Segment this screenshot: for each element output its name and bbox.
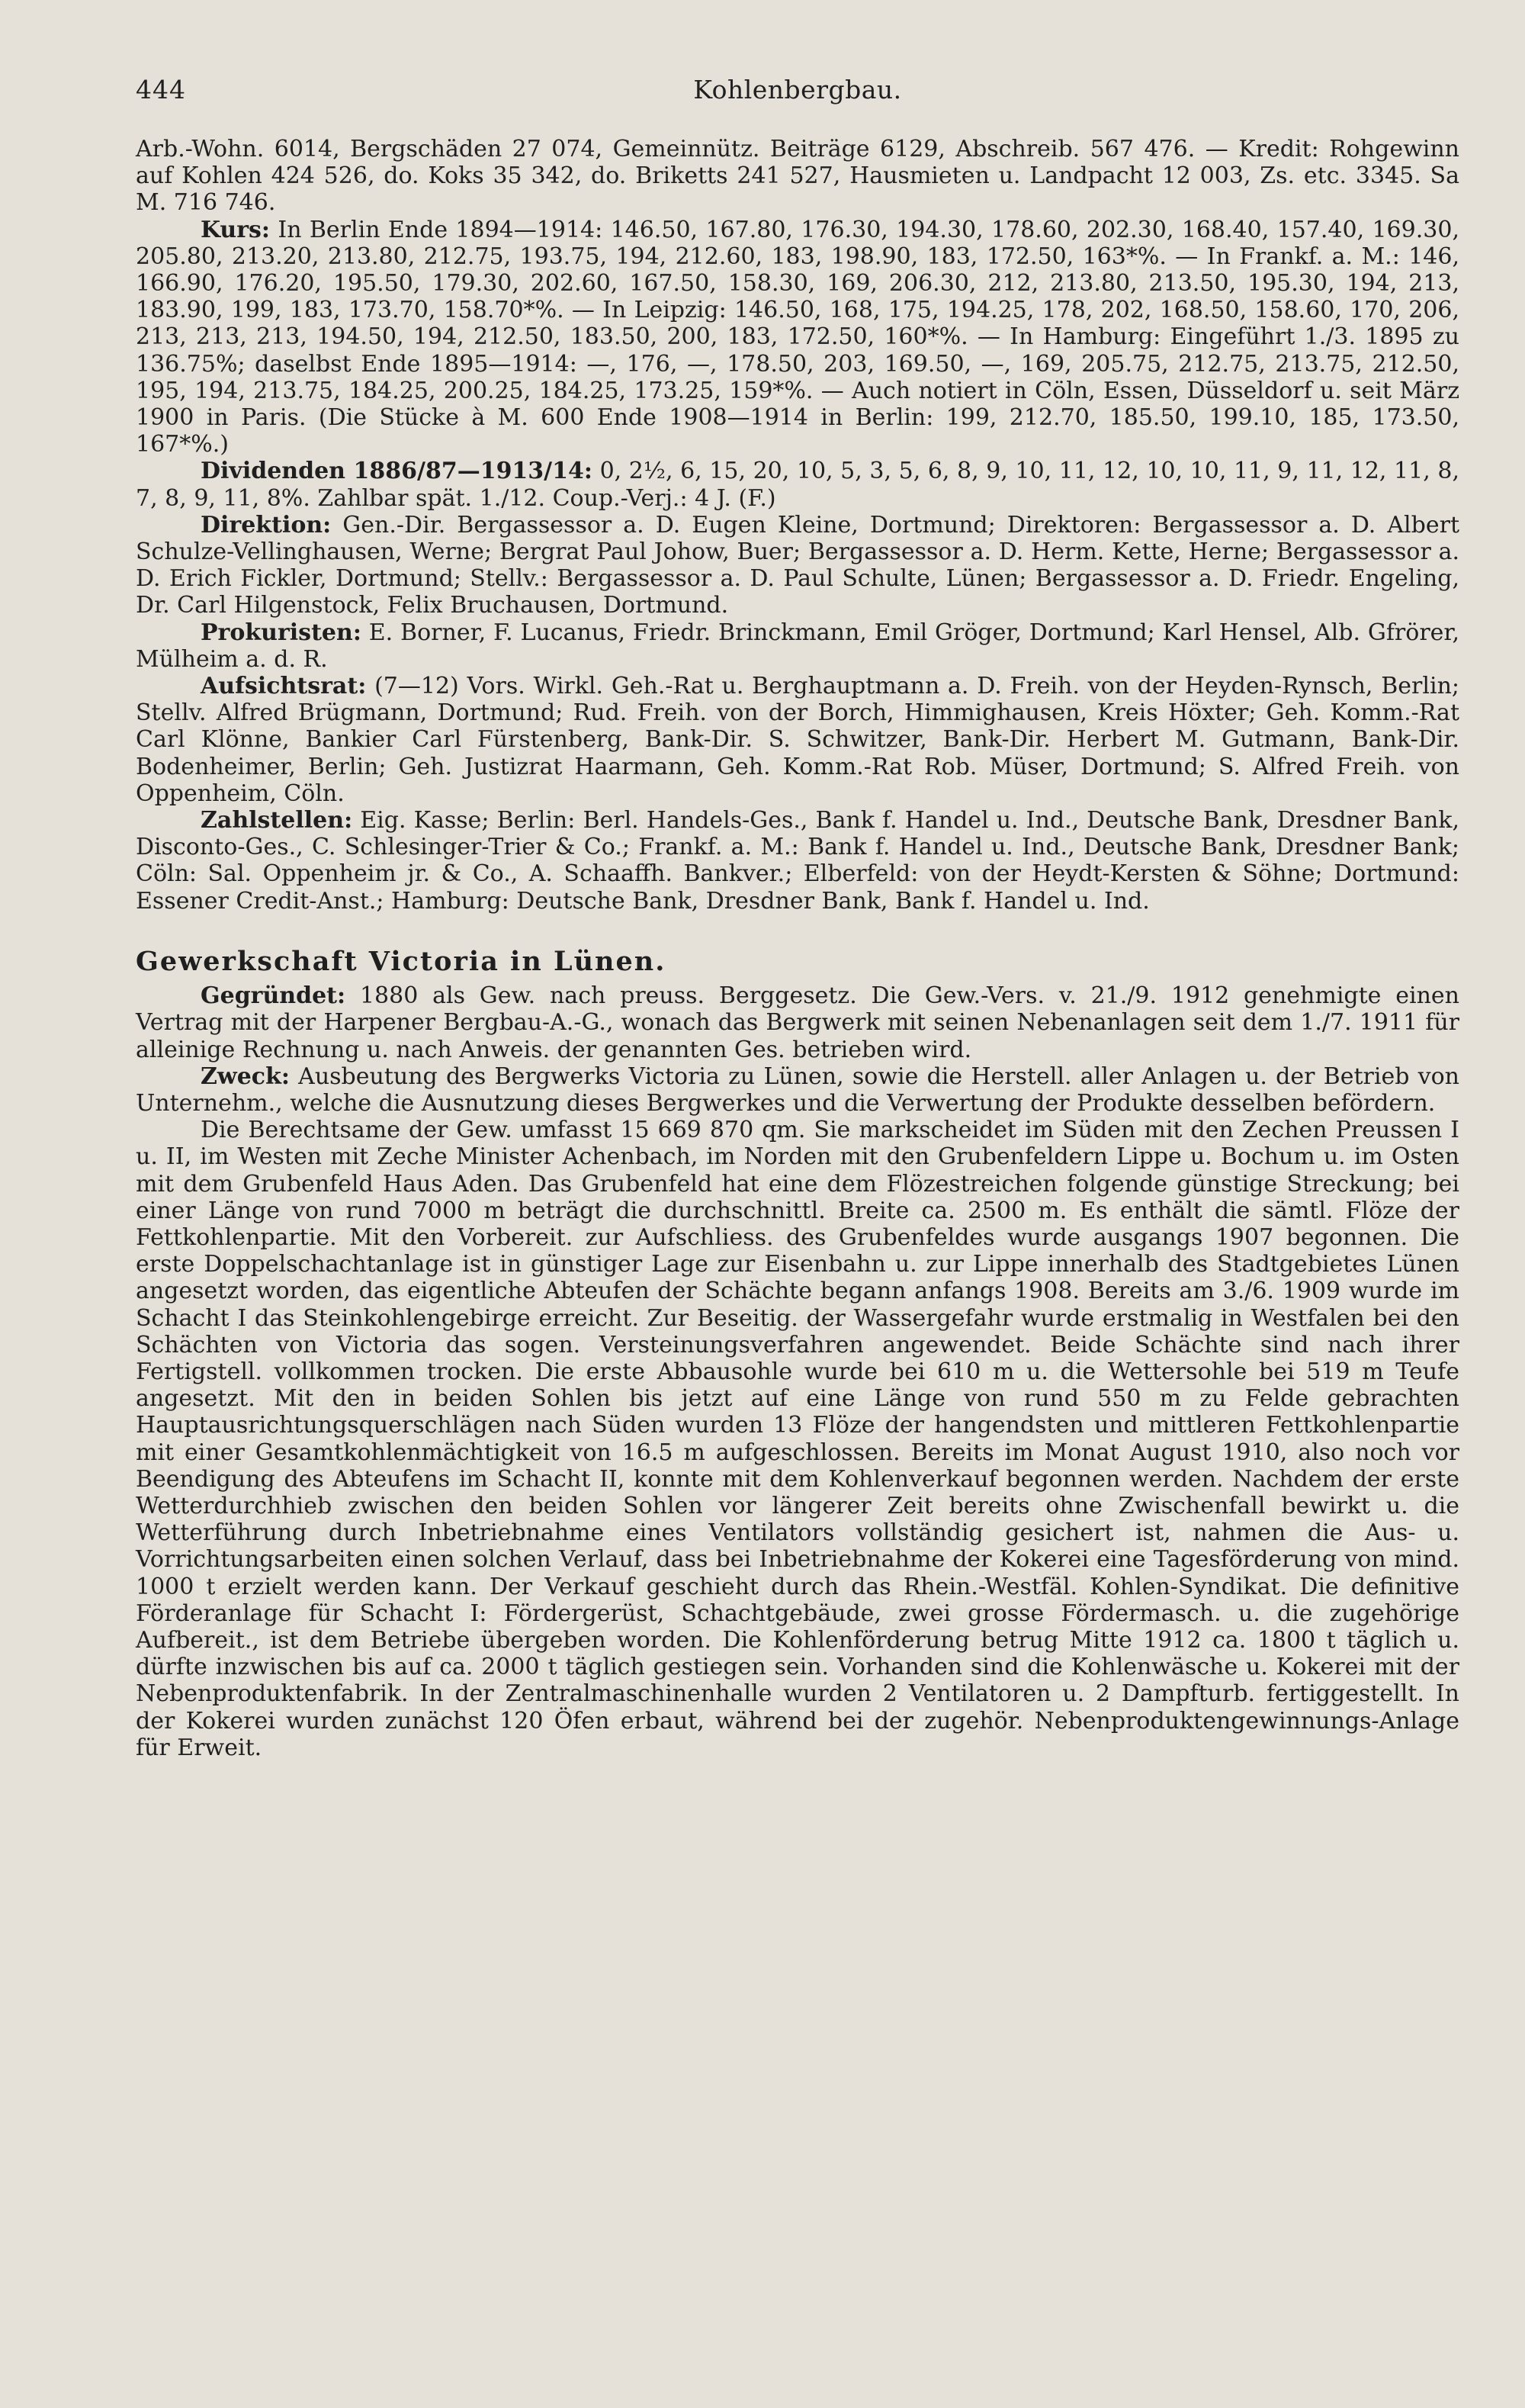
paragraph-label: Prokuristen: — [201, 619, 361, 646]
paragraph-label: Zweck: — [201, 1063, 290, 1090]
paragraph-direktion — [136, 512, 1459, 619]
body-text — [136, 136, 1459, 1761]
paragraph-arb-wohn — [136, 136, 1459, 217]
paragraph-label: Gegründet: — [201, 982, 346, 1010]
paragraph-prokuristen — [136, 619, 1459, 673]
paragraph-aufsichtsrat — [136, 673, 1459, 807]
paragraph-text: E. Borner, F. Lucanus, Friedr. Brinckmann, Emil Gröger, Dortmund; Karl Hensel, Alb. Gfrörer, Mülheim a. d. R. — [136, 619, 1459, 673]
paragraph-text: (7—12) Vors. Wirkl. Geh.-Rat u. Berghauptmann a. D. Freih. von der Heyden-Rynsch, Berlin; Stellv. Alfred Brügmann, Dortmund; Rud. Freih. von der Borch, Himmighausen, Kreis Höxter; Geh. Komm.-Rat Carl Klönne, Bankier Carl Fürstenberg, Bank-Dir. S. Schwitzer, Bank-Dir. Herbert M. Gutmann, Bank-Dir. Bodenheimer, Berlin; Geh. Justizrat Haarmann, Geh. Komm.-Rat Rob. Müser, Dortmund; S. Alfred Freih. von Oppenheim, Cöln. — [136, 673, 1460, 807]
paragraph-label: Aufsichtsrat: — [201, 673, 367, 700]
paragraph-label: Direktion: — [201, 511, 332, 539]
paragraph-label: Dividenden 1886/87—1913/14: — [201, 458, 592, 485]
section-heading: Gewerkschaft Victoria in Lünen. — [136, 945, 666, 977]
paragraph-text: 1880 als Gew. nach preuss. Berggesetz. Die Gew.-Vers. v. 21./9. 1912 genehmigte einen Vertrag mit der Harpener Bergbau-A.-G., wonach das Bergwerk mit seinen Nebenanlagen seit dem 1./7. 1911 für alleinige Rechnung u. nach Anweis. der genannten Ges. betrieben wird. — [136, 982, 1459, 1063]
running-title: Kohlenbergbau. — [693, 75, 902, 104]
paragraph-label: Kurs: — [201, 216, 270, 243]
paragraph-label: Zahlstellen: — [201, 807, 353, 834]
page-header — [136, 75, 1459, 136]
paragraph-gegruendet — [136, 982, 1459, 1063]
paragraph-text: Arb.-Wohn. 6014, Bergschäden 27 074, Gemeinnütz. Beiträge 6129, Abschreib. 567 476. — Kredit: Rohgewinn auf Kohlen 424 526, do. Koks 35 342, do. Briketts 241 527, Hausmieten u. Landpacht 12 003, Zs. etc. 3345. Sa M. 716 746. — [136, 136, 1459, 217]
paragraph-text: Eig. Kasse; Berlin: Berl. Handels-Ges., Bank f. Handel u. Ind., Deutsche Bank, Dresdner Bank, Disconto-Ges., C. Schlesinger-Trier & Co.; Frankf. a. M.: Bank f. Handel u. Ind., Deutsche Bank, Dresdner Bank; Cöln: Sal. Oppenheim jr. & Co., A. Schaaffh. Bankver.; Elberfeld: von der Heydt-Kersten & Söhne; Dortmund: Essener Credit-Anst.; Hamburg: Deutsche Bank, Dresdner Bank, Bank f. Handel u. Ind. — [136, 807, 1459, 915]
paragraph-text: Ausbeutung des Bergwerks Victoria zu Lünen, sowie die Herstell. aller Anlagen u. der Betrieb von Unternehm., welche die Ausnutzung dieses Bergwerkes und die Verwertung der Produkte desselben befördern. — [136, 1063, 1459, 1117]
paragraph-dividenden — [136, 458, 1459, 511]
paragraph-kurs — [136, 217, 1459, 458]
paragraph-berechtsame — [136, 1117, 1459, 1761]
paragraph-text: Die Berechtsame der Gew. umfasst 15 669 870 qm. Sie markscheidet im Süden mit den Zechen Preussen I u. II, im Westen mit Zeche Minister Achenbach, im Norden mit den Grubenfeldern Lippe u. Bochum u. im Osten mit dem Grubenfeld Haus Aden. Das Grubenfeld hat eine dem Flözestreichen folgende günstige Streckung; bei einer Länge von rund 7000 m beträgt die durchschnittl. Breite ca. 2500 m. Es enthält die sämtl. Flöze der Fettkohlenpartie. Mit den Vorbereit. zur Aufschliess. des Grubenfeldes wurde ausgangs 1907 begonnen. Die erste Doppelschachtanlage ist in günstiger Lage zur Eisenbahn u. zur Lippe innerhalb des Stadtgebietes Lünen angesetzt worden, das eigentliche Abteufen der Schächte begann anfangs 1908. Bereits am 3./6. 1909 wurde im Schacht I das Steinkohlengebirge erreicht. Zur Beseitig. der Wassergefahr wurde erstmalig in Westfalen bei den Schächten von Victoria das sogen. Versteinungsverfahren angewendet. Beide Schächte sind nach ihrer Fertigstell. vollkommen trocken. Die erste Abbausohle wurde bei 610 m u. die Wettersohle bei 519 m Teufe angesetzt. Mit den in beiden Sohlen bis jetzt auf eine Länge von rund 550 m zu Felde gebrachten Hauptausrichtungsquerschlägen nach Süden wurden 13 Flöze der hangendsten und mittleren Fettkohlenpartie mit einer Gesamtkohlenmächtigkeit von 16.5 m aufgeschlossen. Bereits im Monat August 1910, also noch vor Beendigung des Abteufens im Schacht II, konnte mit dem Kohlenverkauf begonnen werden. Nachdem der erste Wetterdurchhieb zwischen den beiden Sohlen vor längerer Zeit bereits ohne Zwischenfall bewirkt u. die Wetterführung durch Inbetriebnahme eines Ventilators vollständig gesichert ist, nahmen die Aus- u. Vorrichtungsarbeiten einen solchen Verlauf, dass bei Inbetriebnahme der Kokerei eine Tagesförderung von mind. 1000 t erzielt werden kann. Der Verkauf geschieht durch das Rhein.-Westfäl. Kohlen-Syndikat. Die definitive Förderanlage für Schacht I: Fördergerüst, Schachtgebäude, zwei grosse Fördermasch. u. die zugehörige Aufbereit., ist dem Betriebe übergeben worden. Die Kohlenförderung betrug Mitte 1912 ca. 1800 t täglich u. dürfte inzwischen bis auf ca. 2000 t täglich gestiegen sein. Vorhanden sind die Kohlenwäsche u. Kokerei mit der Nebenproduktenfabrik. In der Zentralmaschinenhalle wurden 2 Ventilatoren u. 2 Dampfturb. fertiggestellt. In der Kokerei wurden zunächst 120 Öfen erbaut, während bei der zugehör. Nebenproduktengewinnungs-Anlage für Erweit. — [136, 1117, 1459, 1761]
paragraph-text: 0, 2½, 6, 15, 20, 10, 5, 3, 5, 6, 8, 9, 10, 11, 12, 10, 10, 11, 9, 11, 12, 11, 8, 7, 8, 9, 11, 8%. Zahlbar spät. 1./12. Coup.-Verj.: 4 J. (F.) — [136, 458, 1459, 512]
paragraph-text: Gen.-Dir. Bergassessor a. D. Eugen Kleine, Dortmund; Direktoren: Bergassessor a. D. Albert Schulze-Vellinghausen, Werne; Bergrat Paul Johow, Buer; Bergassessor a. D. Herm. Kette, Herne; Bergassessor a. D. Erich Fickler, Dortmund; Stellv.: Bergassessor a. D. Paul Schulte, Lünen; Bergassessor a. D. Friedr. Engeling, Dr. Carl Hilgenstock, Felix Bruchausen, Dortmund. — [136, 511, 1459, 619]
paragraph-zweck — [136, 1063, 1459, 1117]
paragraph-text: In Berlin Ende 1894—1914: 146.50, 167.80, 176.30, 194.30, 178.60, 202.30, 168.40, 157.40, 169.30, 205.80, 213.20, 213.80, 212.75, 193.75, 194, 212.60, 183, 198.90, 183, 172.50, 163*%. — In Frankf. a. M.: 146, 166.90, 176.20, 195.50, 179.30, 202.60, 167.50, 158.30, 169, 206.30, 212, 213.80, 213.50, 195.30, 194, 213, 183.90, 199, 183, 173.70, 158.70*%. — In Leipzig: 146.50, 168, 175, 194.25, 178, 202, 168.50, 158.60, 170, 206, 213, 213, 213, 194.50, 194, 212.50, 183.50, 200, 183, 172.50, 160*%. — In Hamburg: Eingeführt 1./3. 1895 zu 136.75%; daselbst Ende 1895—1914: —, 176, —, 178.50, 203, 169.50, —, 169, 205.75, 212.75, 213.75, 212.50, 195, 194, 213.75, 184.25, 200.25, 184.25, 173.25, 159*%. — Auch notiert in Cöln, Essen, Düsseldorf u. seit März 1900 in Paris. (Die Stücke à M. 600 Ende 1908—1914 in Berlin: 199, 212.70, 185.50, 199.10, 185, 173.50, 167*%.) — [136, 216, 1459, 458]
paragraph-zahlstellen — [136, 807, 1459, 915]
page-number: 444 — [136, 75, 186, 104]
